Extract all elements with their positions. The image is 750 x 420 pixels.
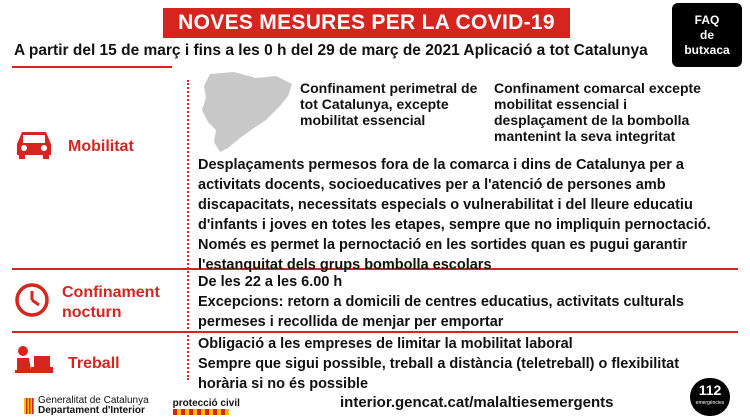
confinament-label-line2: nocturn bbox=[62, 303, 122, 321]
gencat-logo bbox=[38, 396, 149, 416]
gencat-logo-icon bbox=[24, 398, 34, 414]
treball-line2: Sempre que sigui possible, treball a distància (teletreball) o flexibilitat horària si no és possible bbox=[198, 356, 680, 392]
treball-label: Treball bbox=[68, 354, 120, 372]
vertical-divider bbox=[187, 80, 189, 380]
mobilitat-label: Mobilitat bbox=[68, 137, 134, 155]
clock-icon bbox=[14, 282, 50, 323]
mobilitat-text: Desplaçaments permesos fora de la comarca i dins de Catalunya per a activitats docents, socioeducatives per a l'atenció de persones amb discapacitats, necessitats especials o vulnerabilitat i del lleure educatiu d'infants i joves en totes les etapes, sempre que no impliquin pernoctació. Només es permet la pernoctació en les sortides quan es pugui garantir l'estanquitat dels grups bombolla escolars bbox=[198, 157, 711, 273]
faq-line2: de bbox=[699, 27, 714, 42]
divider-top bbox=[12, 66, 172, 68]
confinament-line2: Excepcions: retorn a domicili de centres educatius, activitats culturals permeses i recollida de menjar per emportar bbox=[198, 294, 684, 330]
category-treball bbox=[14, 344, 120, 383]
catalonia-map-icon bbox=[198, 70, 296, 154]
category-confinament-nocturn bbox=[14, 282, 160, 323]
emergency-112-badge bbox=[690, 378, 730, 416]
footer-logos bbox=[24, 396, 240, 416]
treball-line1: Obligació a les empreses de limitar la mobilitat laboral bbox=[198, 336, 573, 352]
category-mobilitat bbox=[14, 128, 134, 165]
confinament-line1: De les 22 a les 6.00 h bbox=[198, 274, 343, 290]
confinament-label-line1: Confinament bbox=[62, 283, 160, 301]
proteccio-civil-logo bbox=[173, 398, 240, 415]
confinament-label bbox=[62, 283, 160, 323]
proteccio-stripes-icon bbox=[173, 409, 229, 415]
gencat-line1: Generalitat de Catalunya bbox=[38, 395, 149, 406]
page-title: NOVES MESURES PER LA COVID-19 bbox=[163, 8, 570, 38]
proteccio-civil-label: protecció civil bbox=[172, 397, 240, 409]
person-at-computer-icon bbox=[14, 344, 54, 383]
mobilitat-cell-1: Confinament perimetral de tot Catalunya, excepte mobilitat essencial bbox=[300, 80, 478, 128]
page-subtitle: A partir del 15 de març i fins a les 0 h del 29 de març de 2021 Aplicació a tot Catalunya bbox=[14, 42, 648, 59]
car-icon bbox=[14, 128, 54, 165]
footer-url[interactable]: interior.gencat.cat/malaltiesemergents bbox=[340, 394, 614, 411]
mobilitat-cell-2: Confinament comarcal excepte mobilitat essencial i desplaçament de la bombolla mantenint la seva integritat bbox=[494, 80, 701, 144]
badge-112: 112 bbox=[698, 382, 722, 398]
faq-line1: FAQ bbox=[694, 12, 720, 27]
faq-badge bbox=[672, 3, 742, 67]
faq-line3: butxaca bbox=[684, 42, 730, 57]
badge-112-sub: emergències bbox=[695, 400, 725, 406]
gencat-line2: Departament d'Interior bbox=[38, 405, 145, 416]
